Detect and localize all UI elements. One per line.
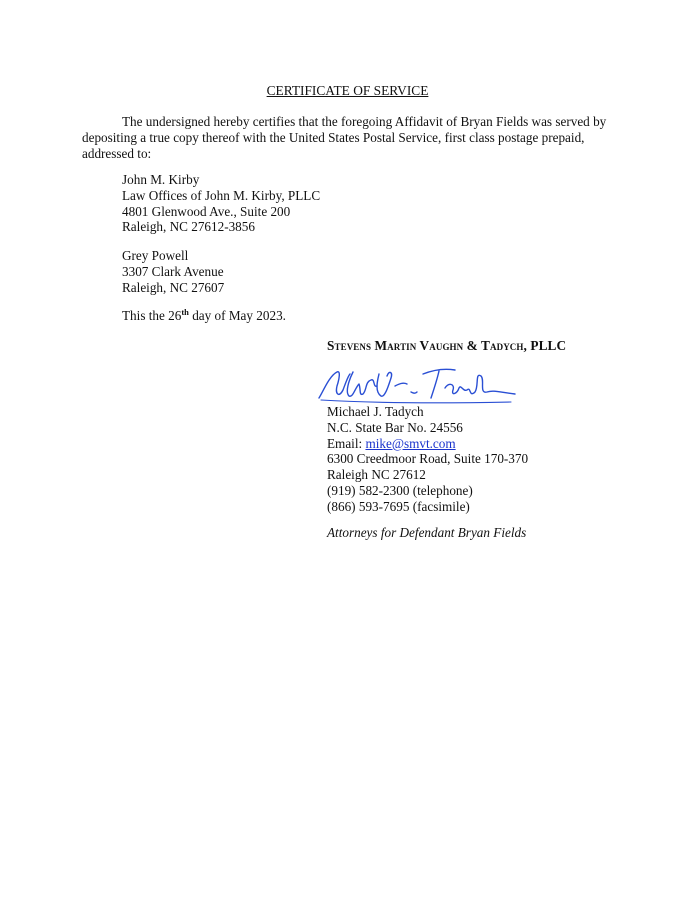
recipient-address	[122, 248, 422, 295]
signature-image	[315, 362, 525, 410]
attorneys-for-line: Attorneys for Defendant Bryan Fields	[327, 525, 527, 540]
office-city-line: Raleigh NC 27612	[327, 467, 426, 483]
facsimile: (866) 593-7695 (facsimile)	[327, 498, 470, 514]
address-line: Raleigh, NC 27607	[122, 279, 225, 295]
email-link[interactable]: mike@smvt.com	[365, 435, 456, 451]
page-title: CERTIFICATE OF SERVICE	[266, 83, 429, 98]
address-line: 3307 Clark Avenue	[122, 263, 224, 279]
attorney-name: Michael J. Tadych	[327, 404, 424, 419]
address-line: Grey Powell	[122, 248, 189, 263]
date-prefix: This the 26	[122, 308, 182, 323]
address-line: Raleigh, NC 27612-3856	[122, 219, 255, 235]
signature-block	[327, 404, 627, 515]
recipient-address	[122, 172, 422, 235]
date-line	[122, 308, 286, 324]
bar-number: N.C. State Bar No. 24556	[327, 419, 463, 435]
email-line	[327, 436, 627, 452]
email-label: Email:	[327, 435, 366, 451]
firm-name: Stevens Martin Vaughn & Tadych, PLLC	[327, 338, 567, 353]
intro-paragraph	[82, 114, 614, 161]
address-line: 4801 Glenwood Ave., Suite 200	[122, 203, 291, 219]
date-rest: day of May 2023.	[188, 308, 286, 323]
intro-text: The undersigned hereby certifies that the foregoing Affidavit of Bryan Fields was served by depositing a true copy thereof with the United States Postal Service, first class postage prepaid, addressed to:	[82, 114, 607, 161]
address-line: John M. Kirby	[122, 172, 200, 187]
office-address-line: 6300 Creedmoor Road, Suite 170-370	[327, 451, 529, 467]
address-line: Law Offices of John M. Kirby, PLLC	[122, 187, 321, 203]
telephone: (919) 582-2300 (telephone)	[327, 482, 473, 498]
date-ordinal: th	[181, 307, 189, 317]
